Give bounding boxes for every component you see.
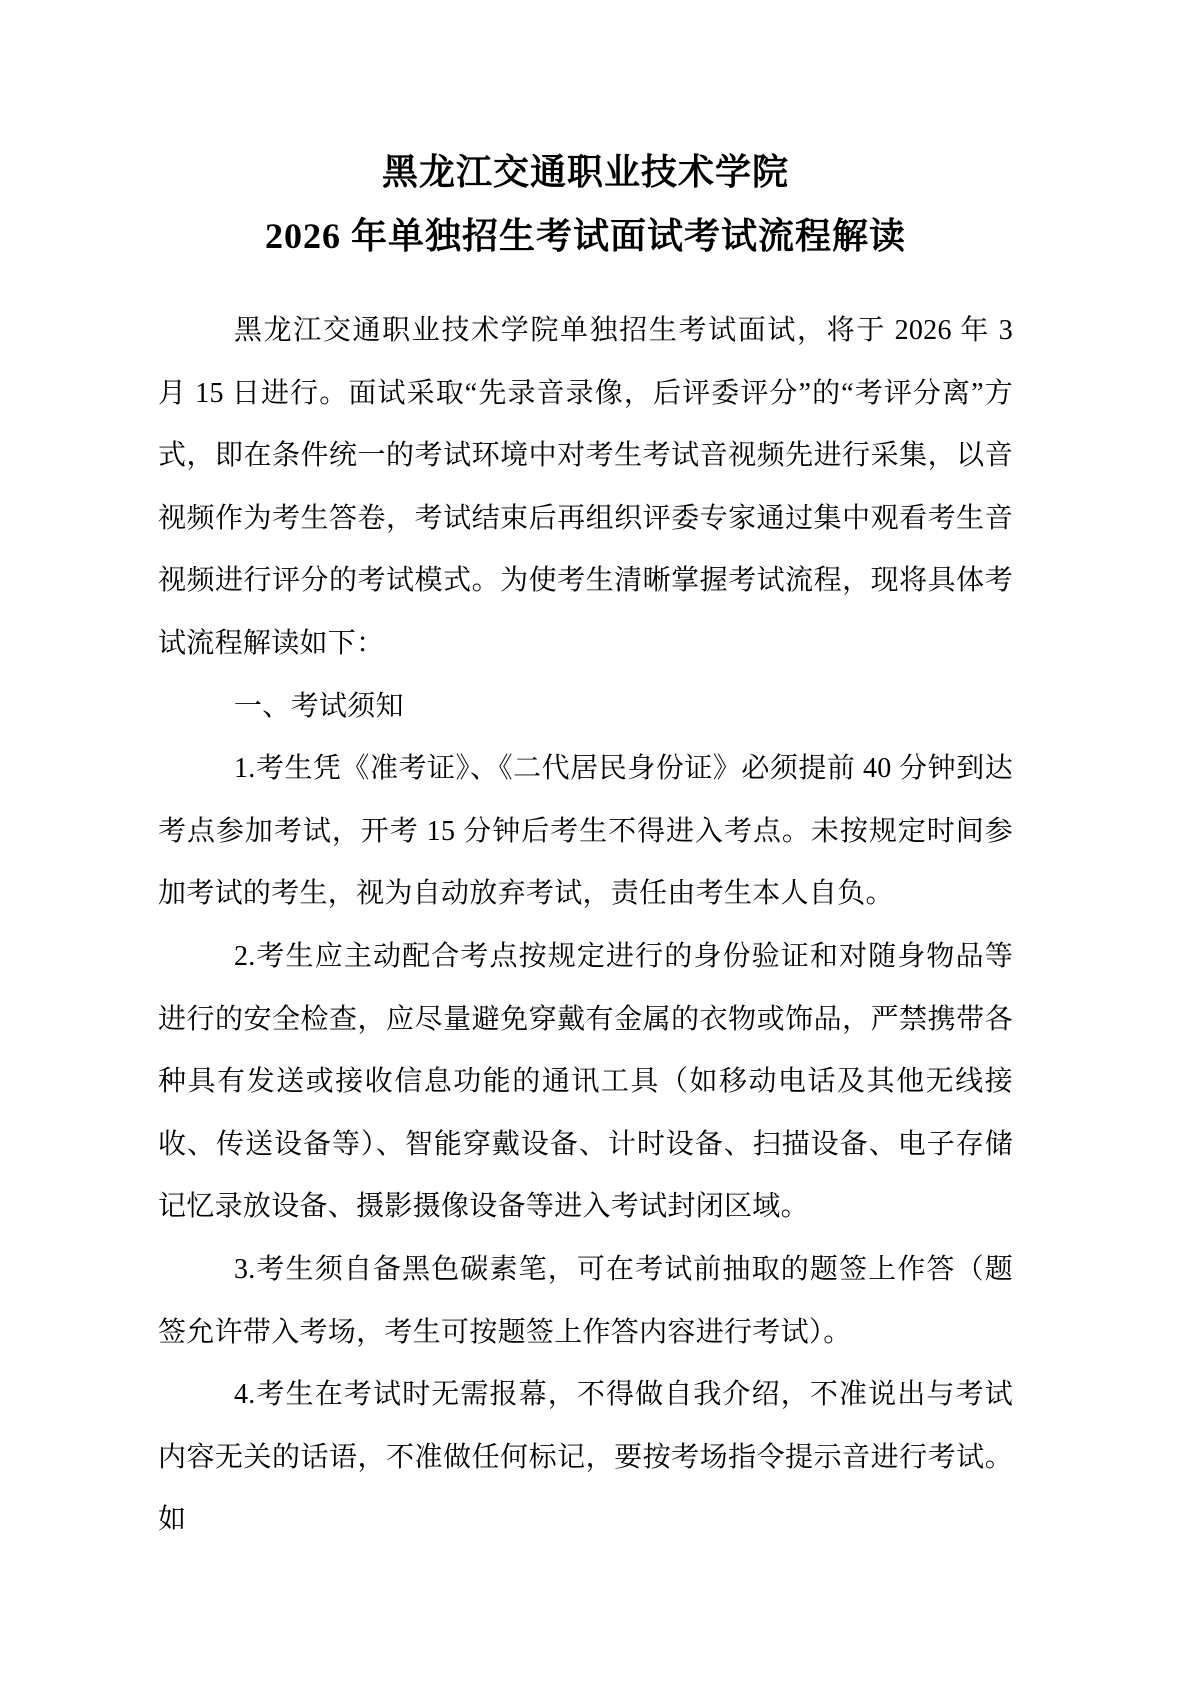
document-body — [158, 300, 1013, 1552]
paragraph-notice-item-1: 1.考生凭《准考证》、《二代居民身份证》必须提前 40 分钟到达考点参加考试，开考 15 分钟后考生不得进入考点。未按规定时间参加考试的考生，视为自动放弃考试，责任由考生本人自负。 — [158, 753, 1013, 910]
document-title-line-2: 2026 年单独招生考试面试考试流程解读 — [264, 216, 906, 256]
section-heading-exam-notice: 一、考试须知 — [234, 690, 404, 722]
paragraph-intro: 黑龙江交通职业技术学院单独招生考试面试，将于 2026 年 3 月 15 日进行。面试采取“先录音录像，后评委评分”的“考评分离”方式，即在条件统一的考试环境中对考生考试音视频先进行采集，以音视频作为考生答卷，考试结束后再组织评委专家通过集中观看考生音视频进行评分的考试模式。为使考生清晰掌握考试流程，现将具体考试流程解读如下： — [158, 315, 1013, 659]
document-title-line-1: 黑龙江交通职业技术学院 — [381, 152, 789, 192]
paragraph-notice-item-3: 3.考生须自备黑色碳素笔，可在考试前抽取的题签上作答（题签允许带入考场，考生可按题签上作答内容进行考试）。 — [158, 1253, 1013, 1348]
paragraph-notice-item-4: 4.考生在考试时无需报幕，不得做自我介绍，不准说出与考试内容无关的话语，不准做任何标记，要按考场指令提示音进行考试。如 — [158, 1379, 1013, 1536]
document-title — [158, 140, 1013, 268]
paragraph-notice-item-2: 2.考生应主动配合考点按规定进行的身份验证和对随身物品等进行的安全检查，应尽量避免穿戴有金属的衣物或饰品，严禁携带各种具有发送或接收信息功能的通讯工具（如移动电话及其他无线接收、传送设备等）、智能穿戴设备、计时设备、扫描设备、电子存储记忆录放设备、摄影摄像设备等进入考试封闭区域。 — [158, 940, 1013, 1223]
